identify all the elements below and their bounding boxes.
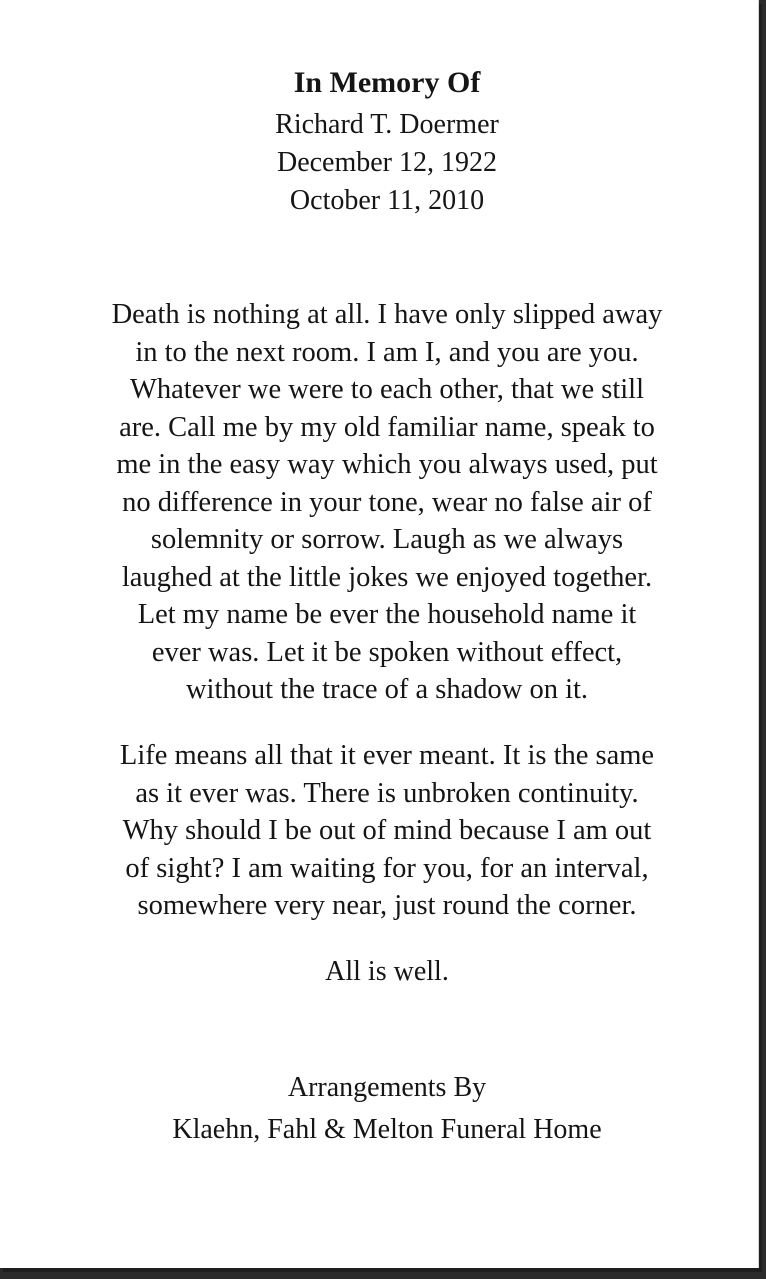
verse-line: Life means all that it ever meant. It is the same [119, 740, 655, 771]
birth-date: December 12, 1922 [276, 147, 498, 178]
verse-line: Whatever we were to each other, that we still [129, 374, 644, 405]
arrangements-footer [0, 1067, 766, 1151]
deceased-name: Richard T. Doermer [275, 109, 499, 140]
verse-line: no difference in your tone, wear no false air of [122, 486, 652, 518]
verse-line: me in the easy way which you always used, put [116, 449, 658, 480]
verse-paragraph-1 [0, 296, 766, 709]
verse-line: Death is nothing at all. I have only slipped away [111, 299, 663, 330]
verse-line: solemnity or sorrow. Laugh as we always [150, 524, 624, 555]
verse-line: as it ever was. There is unbroken continuity. [135, 777, 639, 809]
verse-line: of sight? I am waiting for you, for an interval, [125, 852, 649, 884]
verse-line: are. Call me by my old familiar name, speak to [119, 411, 655, 443]
funeral-home-name: Klaehn, Fahl & Melton Funeral Home [172, 1114, 602, 1145]
verse-line: ever was. Let it be spoken without effect, [151, 636, 623, 668]
verse-line: somewhere very near, just round the corner. [137, 890, 637, 921]
death-date: October 11, 2010 [289, 185, 485, 216]
deceased-info [0, 106, 766, 220]
closing-line: All is well. [325, 956, 449, 987]
verse-line: Let my name be ever the household name it [137, 599, 637, 630]
card-heading: In Memory Of [293, 66, 481, 99]
verse-line: in to the next room. I am I, and you are you. [135, 336, 639, 368]
verse-line: Why should I be out of mind because I am out [122, 815, 652, 846]
arrangements-label: Arrangements By [287, 1072, 487, 1103]
verse-paragraph-2 [0, 737, 766, 925]
verse-line: without the trace of a shadow on it. [185, 674, 589, 705]
verse-line: laughed at the little jokes we enjoyed together. [121, 561, 653, 593]
